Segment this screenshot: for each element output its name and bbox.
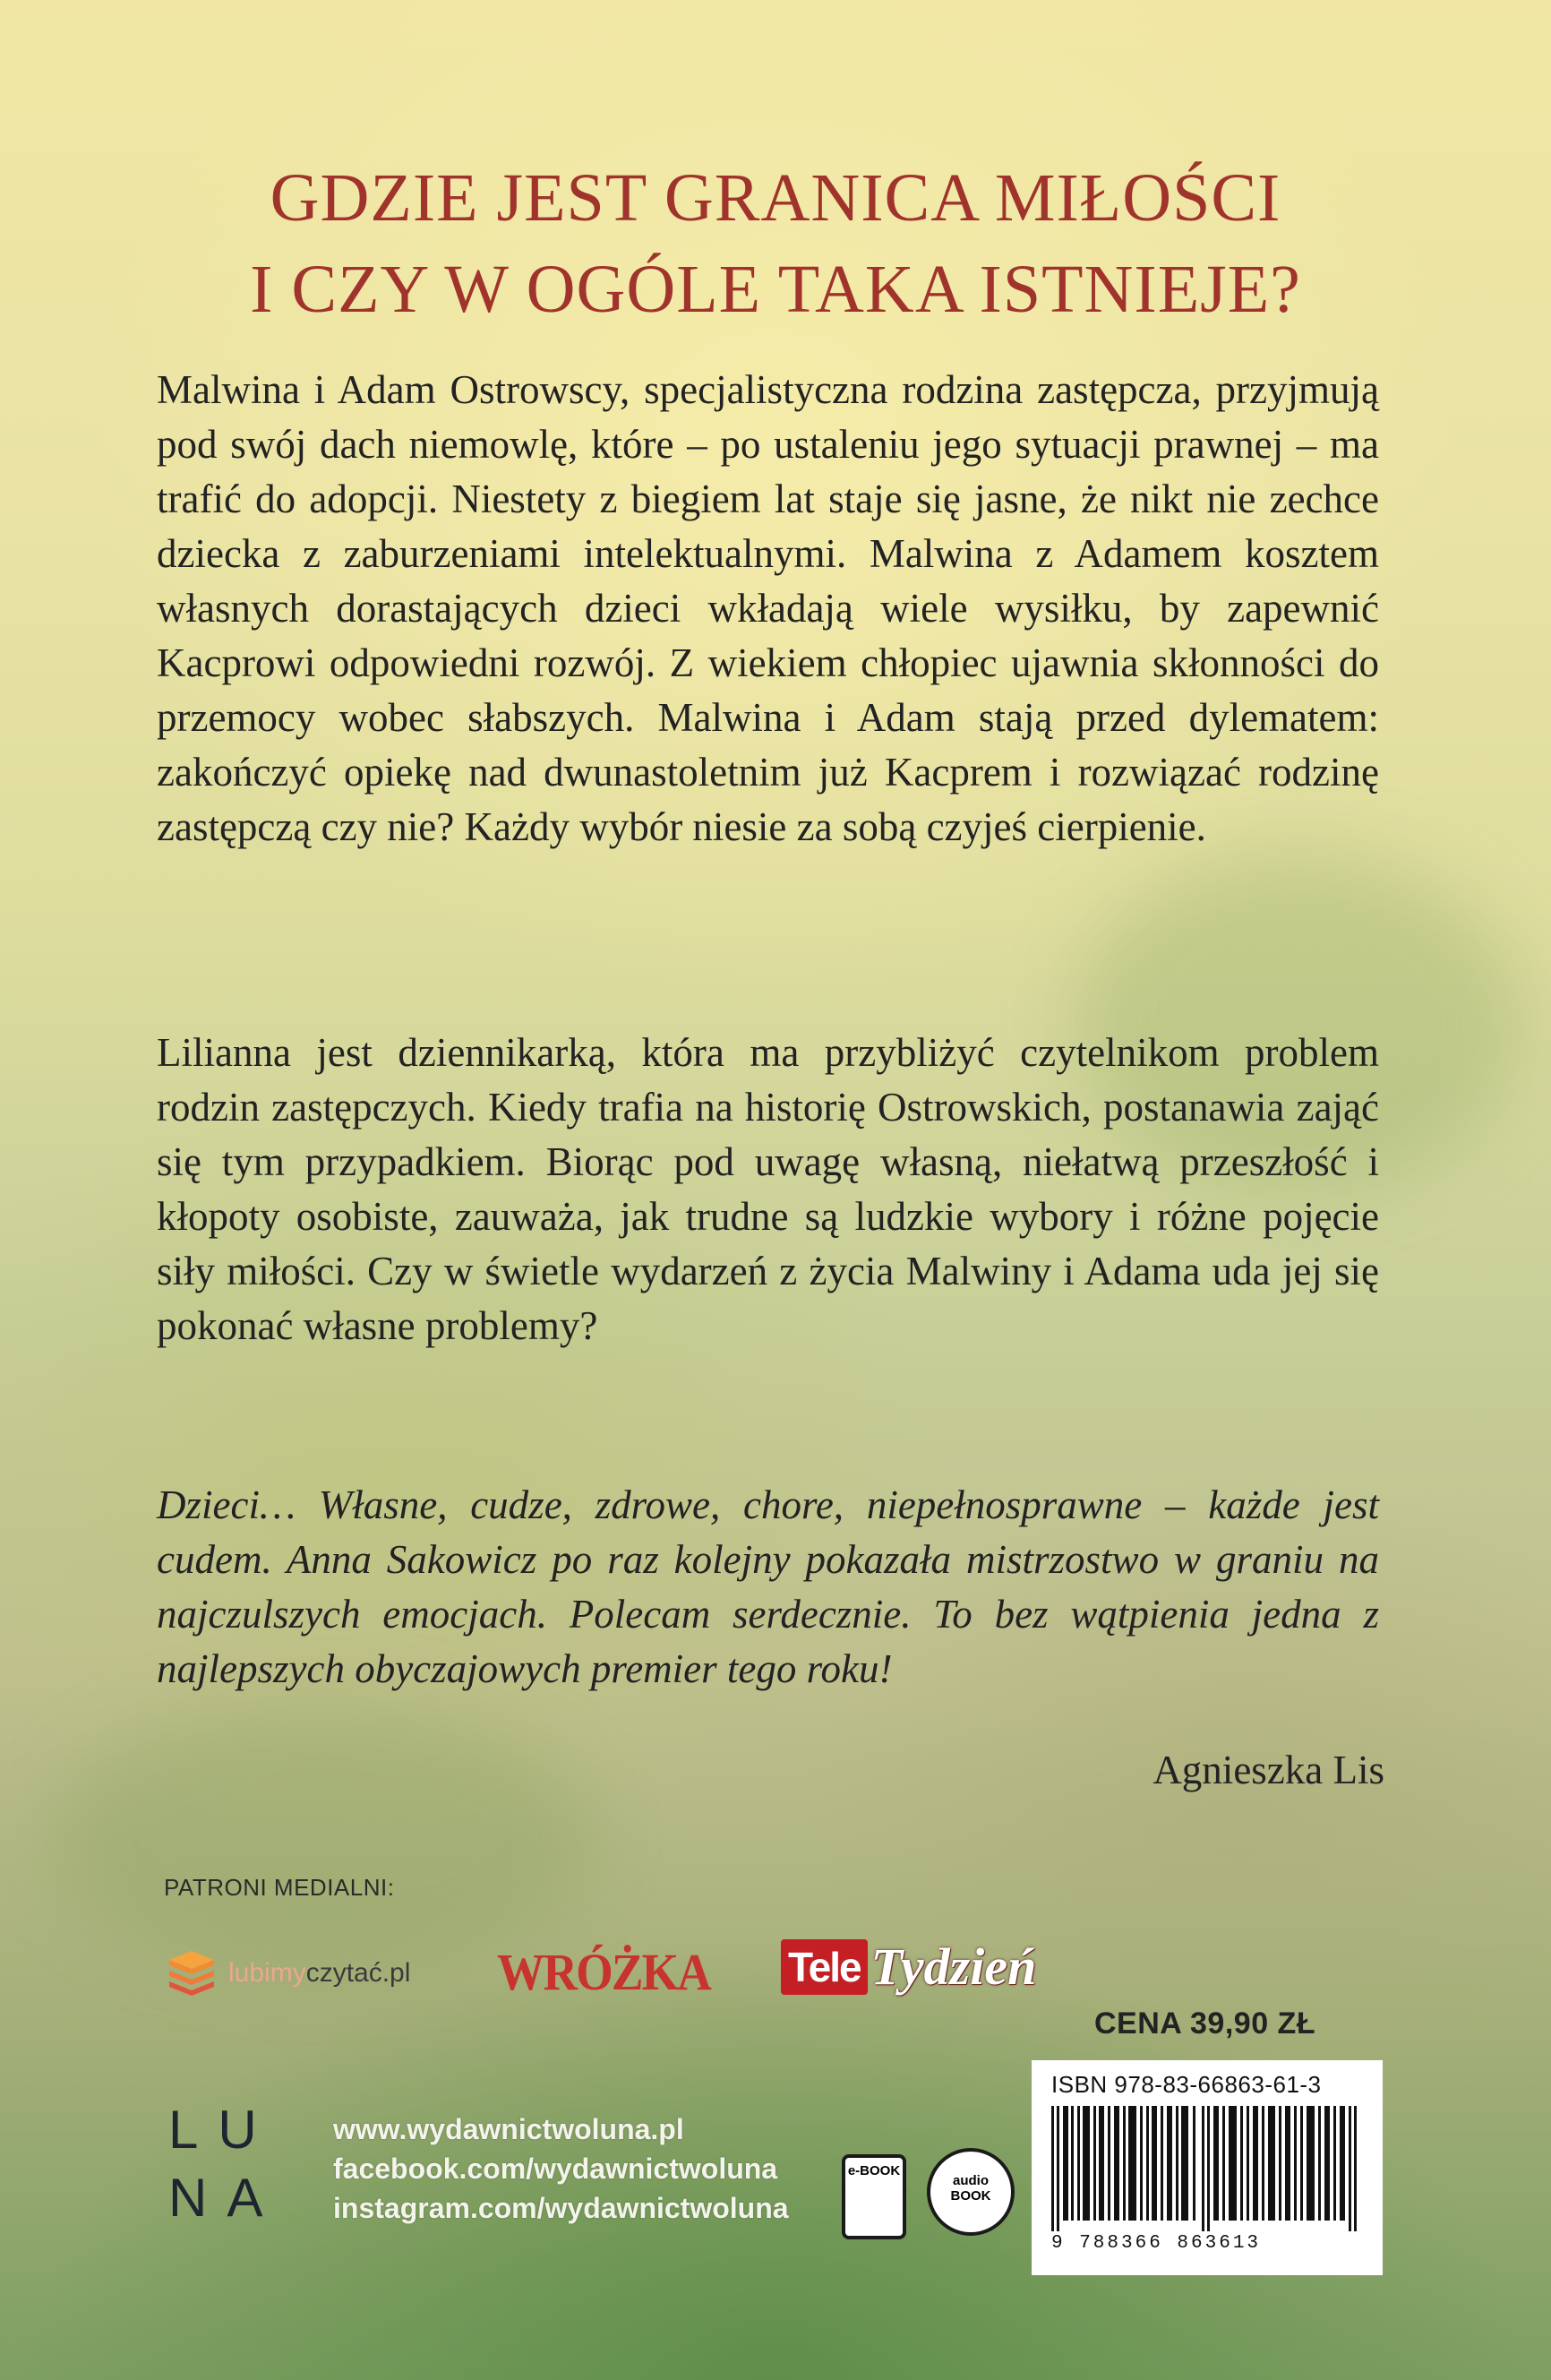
publisher-links — [333, 2109, 789, 2228]
lubimyczytac-name: czytać.pl — [305, 1958, 411, 1988]
price-label: CENA 39,90 ZŁ — [1094, 2006, 1316, 2041]
ebook-label: e-BOOK — [847, 2163, 901, 2178]
lubimyczytac-logo — [164, 1951, 410, 1996]
barcode-digits: 9 788366 863613 — [1051, 2233, 1262, 2254]
luna-logo-line-2: NA — [168, 2168, 283, 2228]
blurb-author: Agnieszka Lis — [1153, 1748, 1384, 1792]
description-paragraph-2: Lilianna jest dziennikarką, która ma przybliżyć czytelnikom problem rodzin zastępczych. Kiedy trafia na historię Ostrowskich, postanawia zająć się tym przypadkiem. Biorąc pod uwagę własną, niełatwą przeszłość i kłopoty osobiste, zauważa, jak trudne są ludzkie wybory i różne pojęcie siły miłości. Czy w świetle wydarzeń z życia Malwiny i Adama uda jej się pokonać własne problemy? — [157, 1030, 1379, 1348]
luna-logo-line-1: LU — [168, 2100, 277, 2160]
teletydzien-logo — [781, 1937, 1036, 1997]
website-link[interactable]: www.wydawnictwoluna.pl — [333, 2113, 684, 2145]
background-foliage — [54, 1702, 591, 1971]
lubimyczytac-prefix: lubimy — [228, 1958, 306, 1988]
headline — [0, 152, 1551, 335]
isbn-barcode-box — [1032, 2060, 1383, 2275]
isbn-number: ISBN 978-83-66863-61-3 — [1051, 2071, 1322, 2098]
blurb-quote: Dzieci… Własne, cudze, zdrowe, chore, niepełnosprawne – każde jest cudem. Anna Sakowicz po raz kolejny pokazała mistrzostwo w graniu na najczulszych emocjach. Polecam serdecznie. To bez wątpienia jedna z najlepszych obyczajowych premier tego roku! — [157, 1482, 1379, 1691]
ebook-badge — [842, 2154, 906, 2239]
barcode-icon — [1051, 2106, 1363, 2231]
headline-line-1: GDZIE JEST GRANICA MIŁOŚCI — [270, 160, 1281, 236]
wrozka-logo: WRÓŻKA — [497, 1943, 710, 2001]
teletydzien-tydzien: Tydzień — [870, 1938, 1037, 1996]
books-stack-icon — [164, 1951, 219, 1996]
audiobook-label-2: BOOK — [950, 2188, 991, 2204]
audiobook-badge — [927, 2148, 1015, 2236]
facebook-link[interactable]: facebook.com/wydawnictwoluna — [333, 2152, 778, 2185]
headline-line-2: I CZY W OGÓLE TAKA ISTNIEJE? — [250, 252, 1301, 327]
patrons-label: PATRONI MEDIALNI: — [164, 1874, 395, 1901]
description-paragraph-1: Malwina i Adam Ostrowscy, specjalistyczna rodzina zastępcza, przyjmują pod swój dach niemowlę, które – po ustaleniu jego sytuacji prawnej – ma trafić do adopcji. Niestety z biegiem lat staje się jasne, że nikt nie zechce dziecka z zaburzeniami intelektualnymi. Malwina z Adamem kosztem własnych dorastających dzieci wkładają wiele wysiłku, by zapewnić Kacprowi odpowiedni rozwój. Z wiekiem chłopiec ujawnia skłonności do przemocy wobec słabszych. Malwina i Adam stają przed dylematem: zakończyć opiekę nad dwunastoletnim już Kacprem i rozwiązać rodzinę zastępczą czy nie? Każdy wybór niesie za sobą czyjeś cierpienie. — [157, 367, 1379, 849]
audiobook-label-1: audio — [953, 2173, 989, 2188]
instagram-link[interactable]: instagram.com/wydawnictwoluna — [333, 2192, 789, 2224]
teletydzien-tele: Tele — [781, 1939, 868, 1995]
luna-publisher-logo — [168, 2096, 285, 2232]
